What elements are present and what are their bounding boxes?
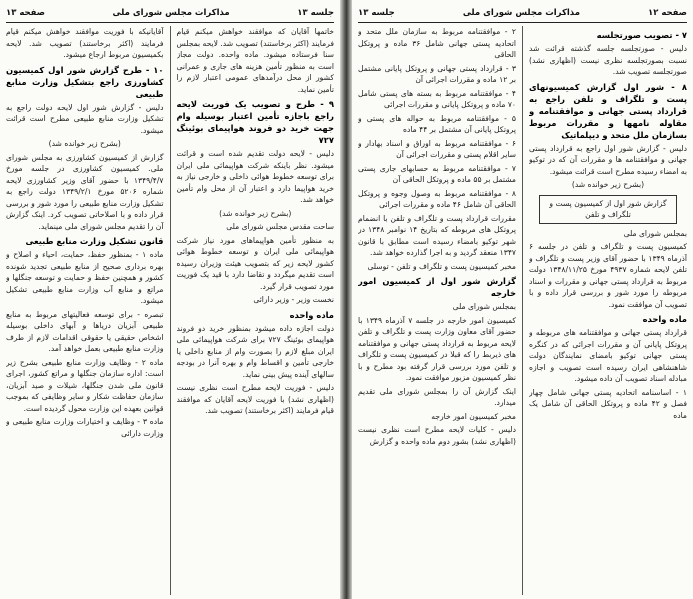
paragraph: آقایانیکه با فوریت موافقند خواهش میکنم قیام فرمایند (اکثر برخاستند) تصویب شد. لایحه بکمیسیون مربوط ارجاع میشود. <box>6 27 164 59</box>
paragraph: مقررات قرارداد پست و تلگراف و تلفن با انضمام پروتکل های مربوطه که بتاریخ ۱۴ نوامبر ۱۳۴۸ در شهر توکیو بامضاء رسیده است مطابق با قانون ۱۳۴۷ منعقد گردید و به اجرا گذارده خواهد شد. <box>358 213 516 257</box>
paragraph: بمجلس شورای ملی <box>623 228 687 238</box>
paragraph: دلیس - کلیات لایحه مطرح است نظری نیست (اظهاری نشد) بشور دوم ماده واحده و گزارش <box>358 425 516 446</box>
right-session-label: جلسه ۱۳ <box>358 8 395 18</box>
left-page <box>0 0 340 599</box>
paragraph: ۳ - قرارداد پستی جهانی و پروتکل پایانی مشتمل بر ۱۲ ماده و مقررات اجرائی آن <box>358 63 516 84</box>
centered-note: (بشرح زیر خوانده شد) <box>219 208 292 218</box>
paragraph: دلیس - گزارش شور اول لایحه دولت راجع به تشکیل وزارت منابع طبیعی مطرح است قرائت میشود. <box>6 102 164 135</box>
section-heading: ۹ - طرح و تصویب یک فوریت لایحه راجع باجازه تأمین اعتبار بوسیله وام جهت خرید دو فروند هواپیمای بوئینگ ۷۲۷ <box>176 99 334 145</box>
right-page <box>352 0 693 599</box>
paragraph: ۱ - اساسنامه اتحادیه پستی جهانی شامل چهار فصل و ۴۲ ماده و پروتکل الحاقی آن شامل یک ماده <box>529 387 687 420</box>
left-page-column-left <box>6 26 164 595</box>
section-heading: ۸ - شور اول گزارش کمیسیونهای پست و تلگراف و تلفن راجع به قرارداد پستی جهانی و موافقتنامه و مقاوله نامهها و مقررات مربوط بسازمان ملل متحد و دیپلماتیک <box>529 81 687 140</box>
right-page-column-left <box>358 26 516 595</box>
paragraph: کمیسیون پست و تلگراف و تلفن در جلسه ۶ آذرماه ۱۳۴۹ با حضور آقای وزیر پست و تلگراف و تلفن لایحه شماره ۴۹۳۷ مورخ ۱۳۴۸/۱۱/۲۵ دولت مربوط به قرارداد پستی جهانی و مقررات و اسناد مربوطه را مورد شور و بررسی قرار داده و با تصویب آن موافقت نمود. <box>529 242 687 309</box>
paragraph: ۲ - موافقتنامه مربوط به سازمان ملل متحد و اتحادیه پستی جهانی شامل ۳۶ ماده و پروتکل الحاقی <box>358 27 516 59</box>
paragraph: دلیس - صورتجلسه جلسه گذشته قرائت شد نسبت بصورتجلسه نظری نیست (اظهاری نشد) صورتجلسه تصویب شد. <box>529 44 687 76</box>
paragraph: دلیس - فوریت لایحه مطرح است نظری نیست (اظهاری نشد) با فوریت لایحه آقایان که موافقند قیام فرمایند (اکثر برخاستند) تصویب شد. <box>176 383 334 415</box>
left-page-column-right <box>177 26 335 595</box>
book-gutter <box>340 0 352 599</box>
paragraph: بمجلس شورای ملی <box>452 302 516 311</box>
paragraph: دولت اجازه داده میشود بمنظور خرید دو فروند هواپیمای بوئینگ ۷۲۷ برای شرکت هواپیمائی ملی ایران مبلغ لازم را بصورت وام از منابع داخلی یا خارجی تأمین و اقساط وام و بهره آنرا در بودجه سالهای آینده پیش بینی نماید. <box>176 323 334 379</box>
left-session-label: جلسه ۱۳ <box>297 8 334 18</box>
paragraph: مخبر کمیسیون امور خارجه <box>431 411 516 421</box>
paragraph: ۸ - موافقتنامه مربوط به وصول وجوه و پروتکل الحاقی آن شامل ۴۶ ماده و مقررات اجرائی <box>358 188 516 209</box>
paragraph: ۷ - موافقتنامه مربوط به حسابهای جاری پستی مشتمل بر ۵۵ ماده و پروتکل الحاقی آن <box>358 163 516 184</box>
right-page-number: صفحه ۱۲ <box>648 8 687 18</box>
paragraph: ۵ - موافقتنامه مربوط به حواله های پستی و پروتکل پایانی آن مشتمل بر ۴۴ ماده <box>358 113 516 134</box>
column-divider <box>522 26 523 595</box>
centered-note: (بشرح زیر خوانده شد) <box>48 139 121 148</box>
paragraph: گزارش از کمیسیون کشاورزی به مجلس شورای ملی. کمیسیون کشاورزی در جلسه مورخ ۱۳۴۹/۴/۷ با حضور آقای وزیر کشاورزی لایحه شماره ۵۲۰۶ مورخ ۱۳۴۹/۲/۱ دولت راجع به تشکیل وزارت منابع طبیعی را مورد شور و بررسی قرار داده و با اصلاحاتی تصویب کرد. اینک گزارش آن را تقدیم مجلس شورای ملی مینماید. <box>6 152 164 231</box>
paragraph: ماده ۲ - وظایف وزارت منابع طبیعی بشرح زیر است: اداره سازمان جنگلها و مراتع کشور، اجرای قانون ملی شدن جنگلها، شیلات و صید آبزیان، سازمان حفاظت شکار و سایر وظایفی که بموجب قوانین بعهده این وزارت محول گردیده است. <box>6 357 164 413</box>
left-page-header <box>6 6 334 23</box>
paragraph: نخست وزیر - وزیر دارائی <box>253 295 334 304</box>
paragraph: خاتمها آقایان که موافقند خواهش میکنم قیام فرمایند (اکثر برخاستند) تصویب شد. لایحه بمجلس سنا فرستاده میشود. ماده واحده. دولت مجاز است به منظور تأمین هزینه های جاری و عمرانی کشور از محل درآمدهای عمومی اعتبار لازم را تأمین نماید. <box>176 27 334 94</box>
paragraph: ماده ۳ - وظایف و اختیارات وزارت منابع طبیعی و وزارت دارائی <box>6 417 164 438</box>
section-heading: ماده واحده <box>289 309 334 320</box>
boxed-title: گزارش شور اول از کمیسیون پست و تلگراف و تلفن <box>539 195 677 224</box>
section-heading: ماده واحده <box>642 314 687 324</box>
paragraph: اینک گزارش آن را بمجلس شورای ملی تقدیم میدارد. <box>358 386 516 407</box>
section-heading: ۷ - تصویب صورتجلسه <box>596 30 687 40</box>
section-heading: ۱۰ - طرح گزارش شور اول کمیسیون کشاورزی راجع بتشکیل وزارت منابع طبیعی <box>6 64 164 99</box>
paragraph: ساحت مقدس مجلس شورای ملی <box>226 222 334 231</box>
left-page-title: مذاکرات مجلس شورای ملی <box>112 8 230 18</box>
section-heading: قانون تشکیل وزارت منابع طبیعی <box>25 236 164 246</box>
paragraph: دلیس - گزارش شور اول راجع به قرارداد پستی جهانی و موافقتنامه ها و مقررات آن که در توکیو به امضاء رسیده مطرح است قرائت میشود. <box>529 143 687 176</box>
paragraph: ۴ - موافقتنامه مربوط به بسته های پستی شامل ۷۰ ماده و پروتکل پایانی و مقررات اجرائی <box>358 88 516 109</box>
left-page-number: صفحه ۱۳ <box>6 8 45 18</box>
column-divider <box>170 26 171 595</box>
paragraph: ماده ۱ - بمنظور حفظ، حمایت، احیاء و اصلاح و بهره برداری صحیح از منابع طبیعی تجدید شونده کشور و همچنین حفظ و حمایت و توسعه جنگلها و مراتع و منابع آب وزارت منابع طبیعی تشکیل میشود. <box>6 250 164 305</box>
paragraph: دلیس - لایحه دولت تقدیم شده است و قرائت میشود. نظر باینکه شرکت هواپیمائی ملی ایران برای توسعه خطوط هوائی داخلی و خارجی نیاز به خرید هواپیما دارد و اعتبار آن از محل وام تأمین خواهد شد. <box>176 149 334 204</box>
centered-note: (بشرح زیر خوانده شد) <box>571 180 645 189</box>
right-page-header <box>358 6 687 23</box>
paragraph: قرارداد پستی جهانی و موافقتنامه های مربوطه و پروتکل پایانی آن و مقررات اجرائی که در کنگره پستی جهانی توکیو بامضای نمایندگان دولت شاهنشاهی ایران رسیده است تصویب و اجازه مبادله اسناد تصویب آن داده میشود. <box>529 328 687 383</box>
paragraph: تبصره - برای توسعه فعالیتهای مربوط به منابع طبیعی آبزیان دریاها و آبهای داخلی بوسیله اشخاص حقیقی یا حقوقی اقدامات لازم از طرف وزارت منابع طبیعی بعمل خواهد آمد. <box>6 309 164 353</box>
right-page-title: مذاکرات مجلس شورای ملی <box>462 8 580 18</box>
paragraph: مخبر کمیسیون پست و تلگراف و تلفن - توسلی <box>367 261 516 271</box>
right-page-column-right <box>529 26 687 595</box>
paragraph: ۶ - موافقتنامه مربوط به اوراق و اسناد بهادار و سایر اقلام پستی و مقررات اجرائی آن <box>358 138 516 159</box>
section-heading: گزارش شور اول از کمیسیون امور خارجه <box>358 276 516 298</box>
paragraph: کمیسیون امور خارجه در جلسه ۷ آذرماه ۱۳۴۹ با حضور آقای معاون وزارت پست و تلگراف و تلفن لایحه مربوط به قرارداد پستی جهانی و موافقتنامه های ذیربط را که قبلا در کمیسیون پست و تلگراف و تلفن مورد بررسی قرار گرفته بود مطرح و با نظر کمیسیون مزبور موافقت نمود. <box>358 315 516 382</box>
paragraph: به منظور تأمین هواپیماهای مورد نیاز شرکت هواپیمائی ملی ایران و توسعه خطوط هوائی کشور لایحه زیر که بتصویب هیئت وزیران رسیده است تقدیم میگردد و تقاضا دارد با قید یک فوریت مورد تصویب قرار گیرد. <box>176 235 334 291</box>
